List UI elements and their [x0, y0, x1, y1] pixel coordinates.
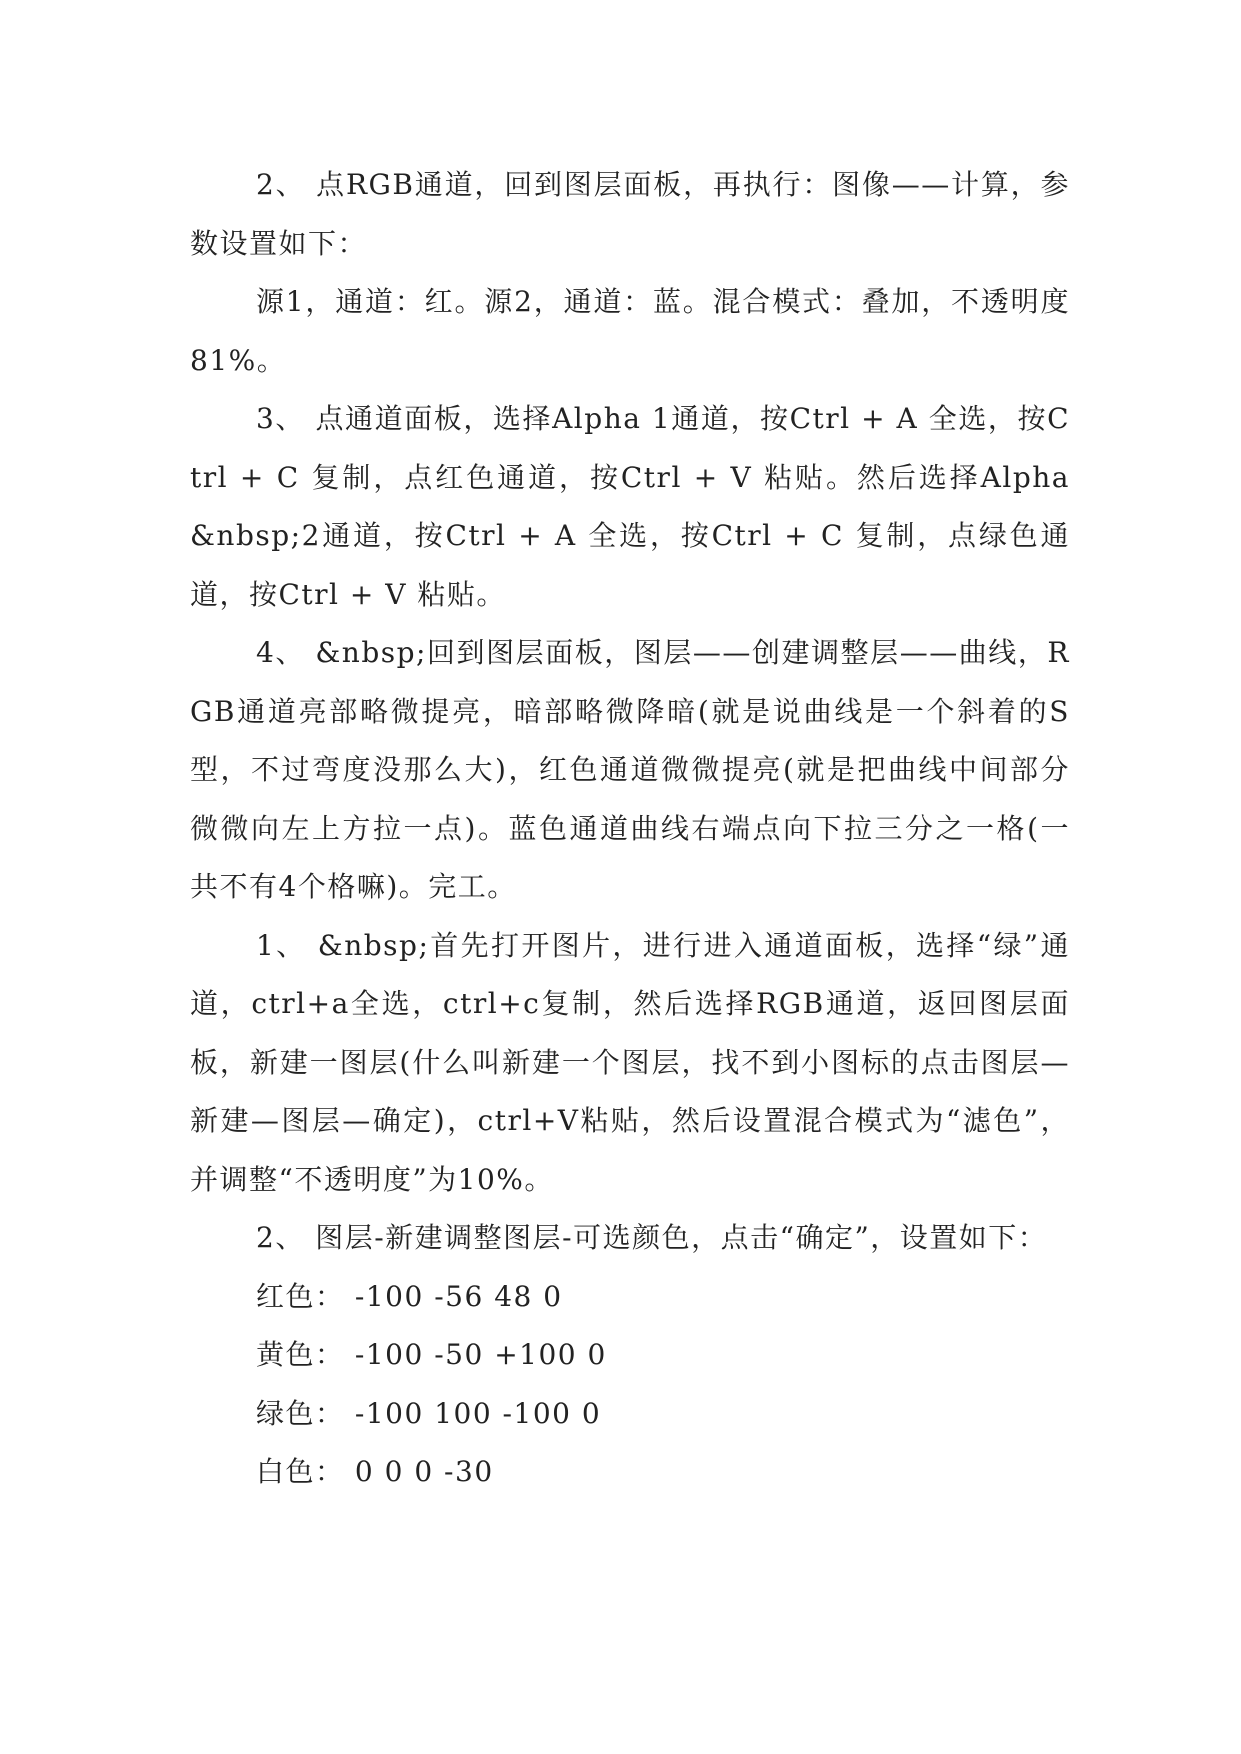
paragraph-step-2-calculate: 2、 点RGB通道，回到图层面板，再执行：图像——计算，参数设置如下： — [190, 168, 1070, 260]
paragraph-source-settings: 源1，通道：红。源2，通道：蓝。混合模式：叠加，不透明度81%。 — [190, 285, 1070, 377]
setting-red: 红色： -100 -56 48 0 — [256, 1279, 563, 1313]
document-body — [190, 156, 1070, 1502]
paragraph-step-3-channels: 3、 点通道面板，选择Alpha 1通道，按Ctrl + A 全选，按Ctrl + C 复制，点红色通道，按Ctrl + V 粘贴。然后选择Alpha &nbsp;2通道，按Ctrl + A 全选，按Ctrl + C 复制，点绿色通道，按Ctrl + V 粘贴。 — [190, 402, 1070, 611]
setting-white: 白色： 0 0 0 -30 — [256, 1455, 494, 1488]
setting-yellow: 黄色： -100 -50 +100 0 — [256, 1338, 607, 1371]
paragraph-step-1-green-channel: 1、 &nbsp;首先打开图片，进行进入通道面板，选择“绿”通道，ctrl+a全选，ctrl+c复制，然后选择RGB通道，返回图层面板，新建一图层(什么叫新建一个图层，找不到小图标的点击图层—新建—图层—确定)，ctrl+V粘贴，然后设置混合模式为“滤色”，并调整“不透明度”为10%。 — [190, 928, 1070, 1196]
paragraph-step-4-curves: 4、 &nbsp;回到图层面板，图层——创建调整层——曲线，RGB通道亮部略微提亮，暗部略微降暗(就是说曲线是一个斜着的S型，不过弯度没那么大)，红色通道微微提亮(就是把曲线中间部分微微向左上方拉一点)。蓝色通道曲线右端点向下拉三分之一格(一共不有4个格嘛)。完工。 — [190, 636, 1070, 903]
setting-green: 绿色： -100 100 -100 0 — [256, 1396, 602, 1430]
paragraph-step-2-selective-color: 2、 图层-新建调整图层-可选颜色，点击“确定”，设置如下： — [256, 1221, 1048, 1254]
